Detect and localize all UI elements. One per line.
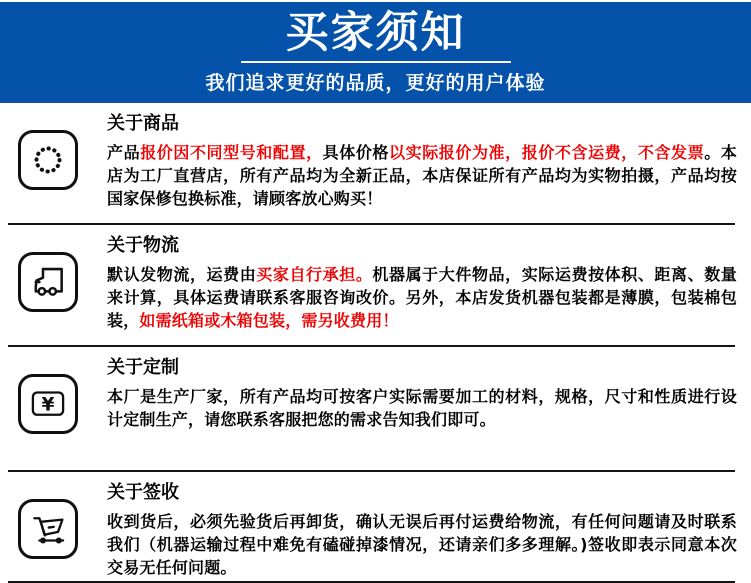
section-text-column <box>107 114 737 210</box>
svg-text:¥: ¥ <box>41 394 55 416</box>
paragraph-segment: 。本店为工厂直营店，所有产品均为全新正品，本店保证所有产品均为实物拍摄，产品均按国家保修包换标准，请顾客放心购买！ <box>107 143 738 208</box>
paragraph-segment: 机器属于大件物品，实际运费按体积、距离、数量来计算，具体运费请联系客服咨询改价。另外，本店发货机器包装都是薄膜，包装棉包装， <box>107 265 737 330</box>
paragraph-segment: 以实际报价为准，报价不含运费，不含发票 <box>389 143 705 162</box>
section-customization <box>0 347 751 470</box>
section-receipt <box>0 472 751 581</box>
section-paragraph <box>107 510 737 579</box>
section-icon-column <box>18 114 78 210</box>
buyer-notice-page <box>0 2 751 575</box>
banner-underline <box>241 61 511 63</box>
section-logistics <box>0 225 751 345</box>
section-paragraph <box>107 263 737 332</box>
section-icon-column <box>18 358 78 434</box>
page-subtitle: 我们追求更好的品质，更好的用户体验 <box>205 72 546 94</box>
dotted-circle-icon <box>18 130 78 190</box>
section-text-column <box>107 483 737 579</box>
paragraph-segment: 收到货后，必须先验货后再卸货，确认无误后再付运费给物流，有任何问题请及时联系我们（机器运输过程中难免有磕碰掉漆情况，还请亲们多多理解。)签收即表示同意本次交易无任何问题。 <box>107 512 737 577</box>
paragraph-segment: 如需纸箱或木箱包装，需另收费用！ <box>139 311 399 330</box>
section-text-column <box>107 236 737 332</box>
paragraph-segment: 默认发物流，运费由 <box>107 265 257 284</box>
header-banner <box>0 2 751 103</box>
section-paragraph <box>107 385 737 431</box>
paragraph-segment: 具体价格 <box>322 143 390 162</box>
section-title: 关于物流 <box>107 235 179 256</box>
paragraph-segment: 产品 <box>107 143 141 162</box>
yen-price-icon <box>18 374 78 434</box>
section-icon-column <box>18 483 78 579</box>
paragraph-segment: 买家自行承担。 <box>256 265 373 284</box>
page-title: 买家须知 <box>285 8 466 58</box>
paragraph-segment: 本厂是生产厂家，所有产品均可按客户实际需要加工的材料，规格，尺寸和性质进行设计定制生产，请您联系客服把您的需求告知我们即可。 <box>107 387 737 429</box>
section-title: 关于签收 <box>107 482 179 503</box>
truck-icon <box>18 252 78 312</box>
section-product <box>0 103 751 223</box>
paragraph-segment: 报价因不同型号和配置， <box>140 143 323 162</box>
section-text-column <box>107 358 737 434</box>
shopping-cart-icon <box>18 499 78 559</box>
section-icon-column <box>18 236 78 332</box>
section-paragraph <box>107 141 737 210</box>
section-title: 关于定制 <box>107 357 179 378</box>
section-title: 关于商品 <box>107 113 179 134</box>
